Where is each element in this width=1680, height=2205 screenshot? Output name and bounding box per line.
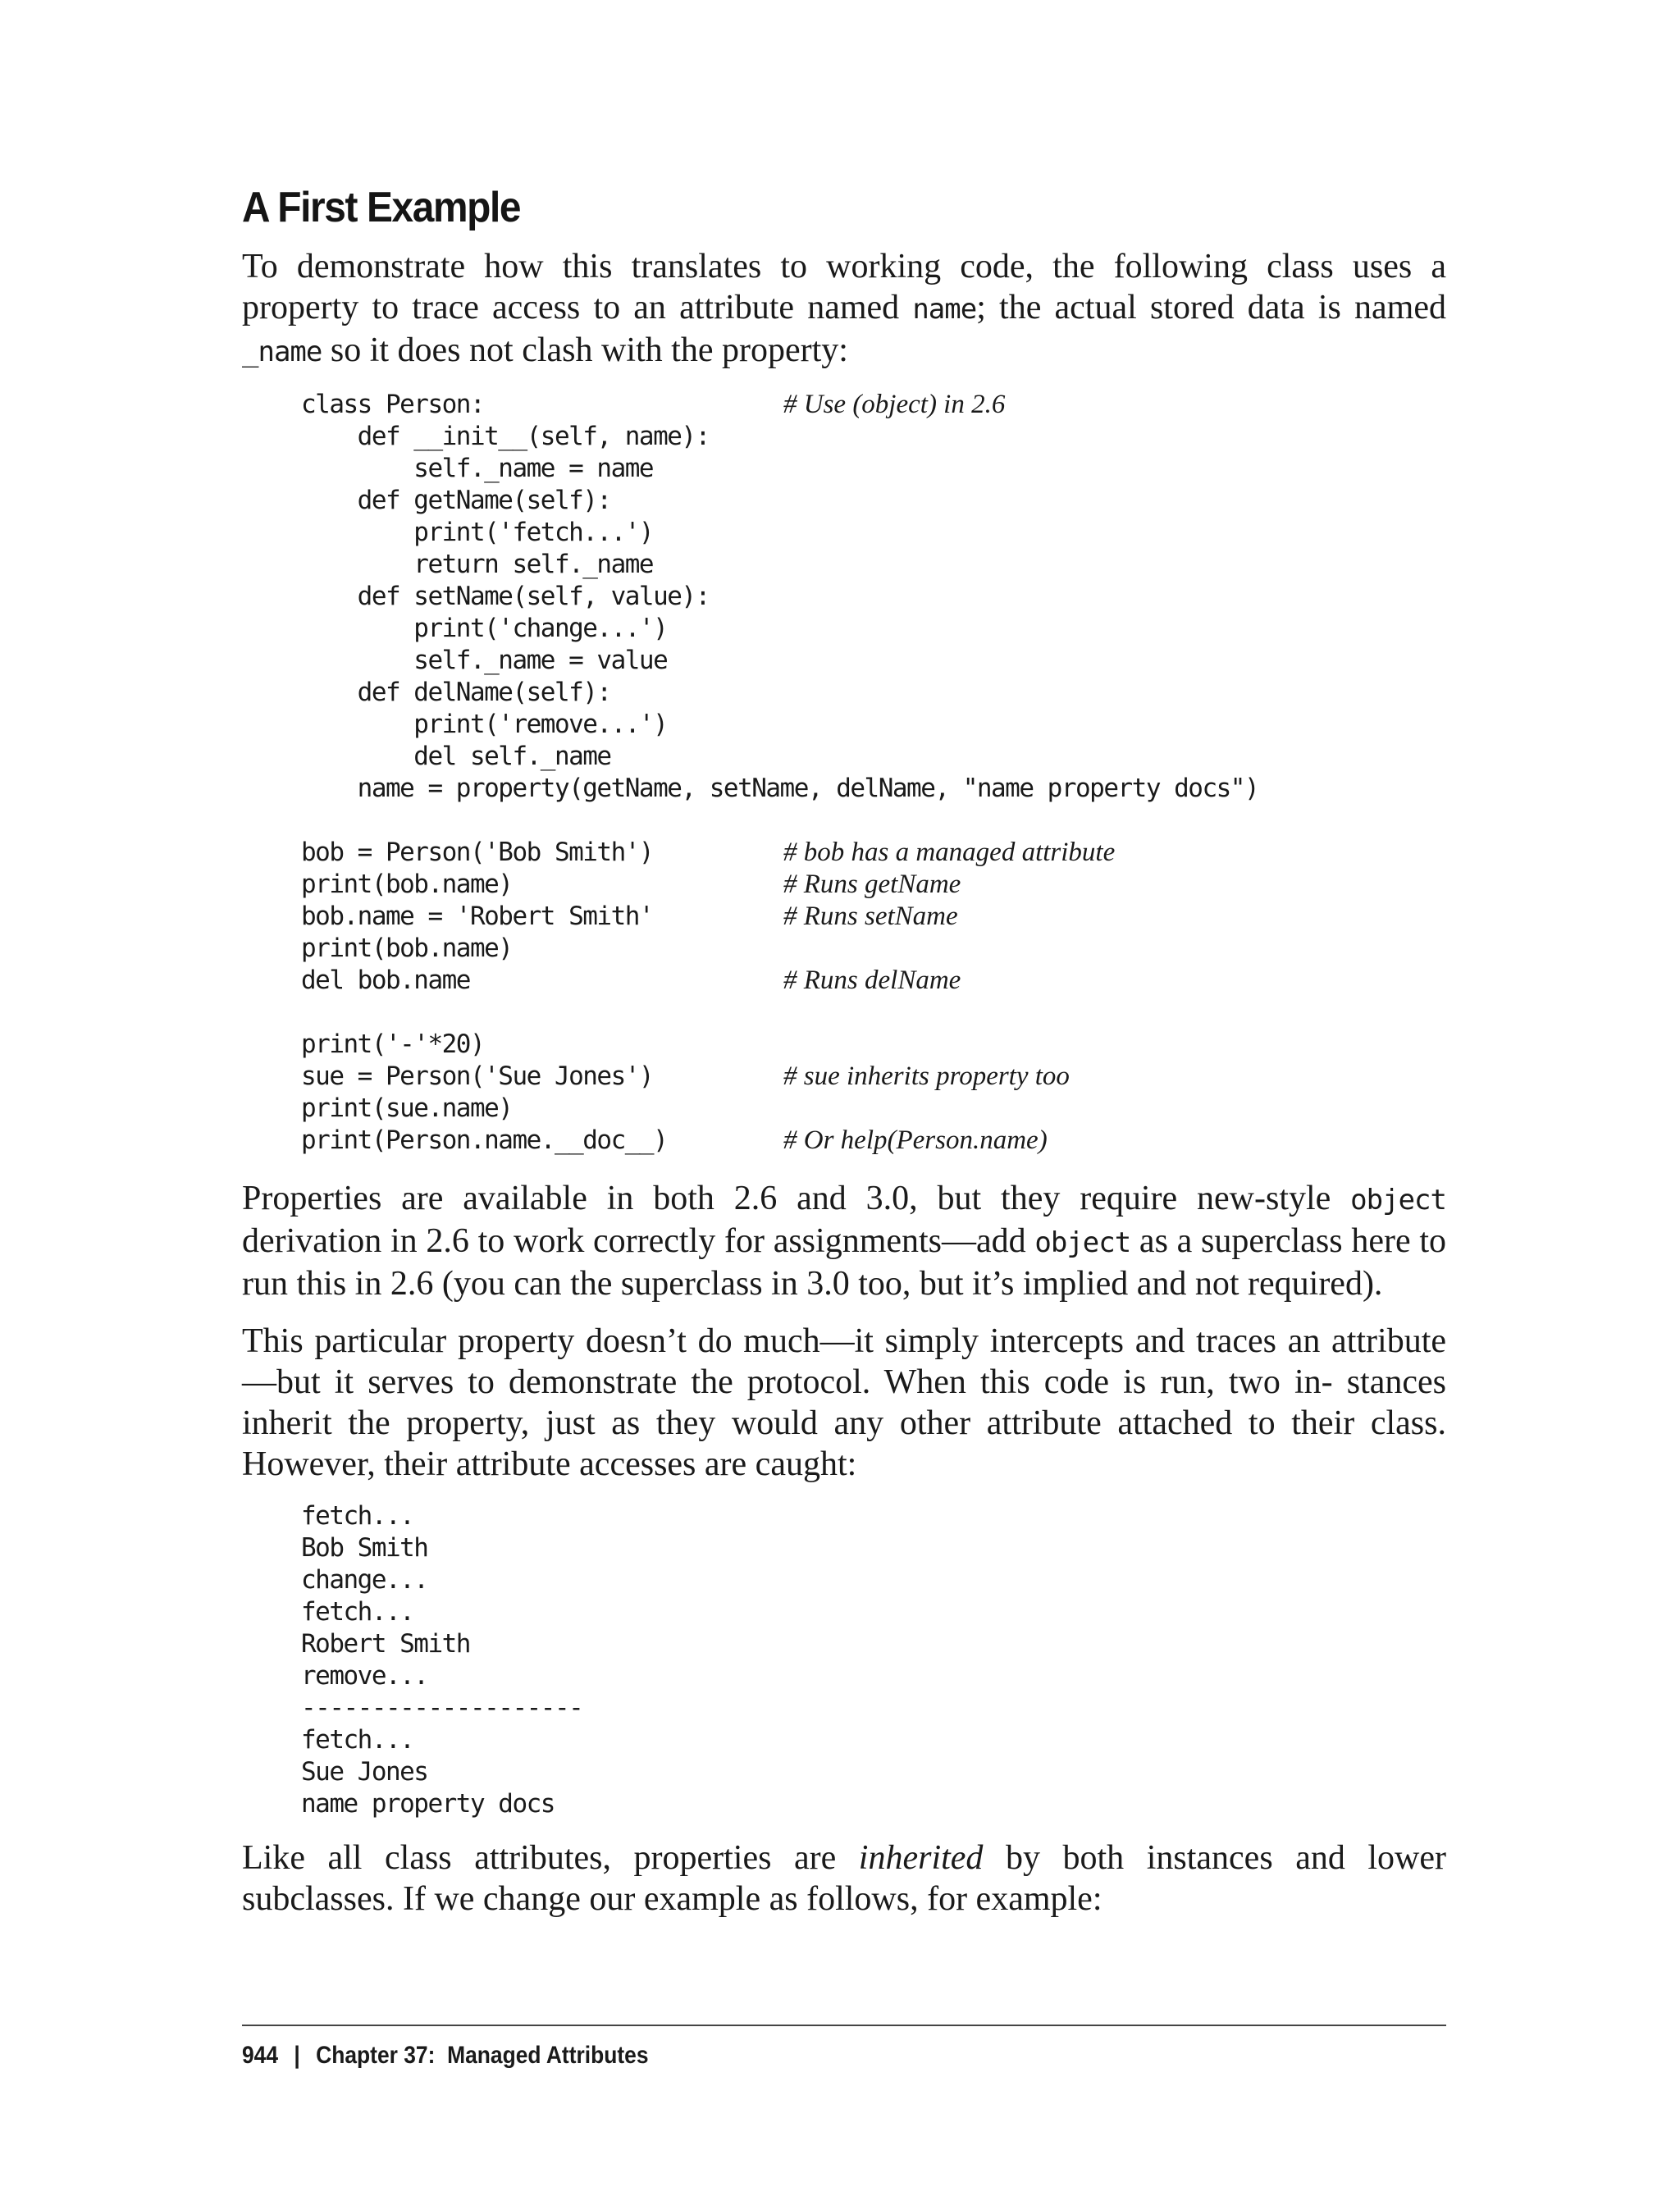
intro-text-1: To demonstrate how this translates to working code, the following class uses a property to trace access to an attribute named: [242, 248, 1446, 326]
footer-rule: [242, 2025, 1446, 2026]
output-text: fetch...: [301, 1725, 414, 1755]
code-text: bob = Person('Bob Smith'): [301, 838, 654, 867]
code-line: [301, 613, 1441, 645]
output-line: [301, 1532, 1441, 1564]
code-line: [301, 485, 1441, 517]
code-text: print(sue.name): [301, 1093, 513, 1123]
code-line: [301, 677, 1441, 709]
code-text: def getName(self):: [301, 486, 611, 515]
inline-code-name: name: [912, 293, 977, 326]
code-line: [301, 517, 1441, 549]
inline-code-object-2: object: [1034, 1226, 1131, 1259]
code-text: def delName(self):: [301, 678, 611, 707]
intro-paragraph: [242, 246, 1446, 372]
output-line: [301, 1788, 1441, 1820]
output-line: [301, 1756, 1441, 1788]
code-text: return self._name: [301, 550, 654, 579]
output-line: [301, 1724, 1441, 1756]
code-comment: # bob has a managed attribute: [783, 838, 1116, 867]
code-comment: # Runs getName: [783, 870, 961, 899]
code-line: [301, 453, 1441, 485]
code-text: print(bob.name): [301, 870, 513, 899]
properties-text-2: derivation in 2.6 to work correctly for assignments—add: [242, 1222, 1035, 1260]
emphasis-inherited: inherited: [858, 1839, 984, 1877]
footer-separator: |: [294, 2042, 300, 2069]
code-text: print(bob.name): [301, 934, 513, 963]
intro-text-2: ; the actual stored data is named: [976, 289, 1446, 326]
output-listing: [301, 1500, 1441, 1820]
code-text: bob.name = 'Robert Smith': [301, 902, 654, 931]
code-line: [301, 773, 1441, 805]
code-line: [301, 709, 1441, 741]
inline-code-underscore-name: _name: [242, 336, 322, 368]
output-line: [301, 1692, 1441, 1724]
code-text: sue = Person('Sue Jones'): [301, 1061, 654, 1091]
code-text: print('remove...'): [301, 710, 668, 739]
code-line: [301, 1029, 1441, 1061]
code-line: [301, 869, 1441, 901]
code-text: del self._name: [301, 742, 611, 771]
code-line: [301, 805, 1441, 837]
code-line: [301, 389, 1441, 421]
properties-text-1: Properties are available in both 2.6 and 3.0, but they require new-style: [242, 1180, 1351, 1217]
code-comment: # Use (object) in 2.6: [783, 390, 1006, 419]
code-text: self._name = value: [301, 646, 668, 675]
code-listing: [301, 389, 1441, 1157]
code-line: [301, 837, 1441, 869]
code-line: [301, 1125, 1441, 1157]
output-line: [301, 1660, 1441, 1692]
code-text: print('-'*20): [301, 1029, 485, 1059]
output-text: Sue Jones: [301, 1757, 428, 1787]
intro-text-3: so it does not clash with the property:: [322, 331, 848, 369]
output-text: --------------------: [301, 1693, 583, 1723]
code-line: [301, 549, 1441, 581]
inheritance-text-1: Like all class attributes, properties are: [242, 1839, 859, 1877]
code-text: self._name = name: [301, 454, 654, 483]
output-text: fetch...: [301, 1501, 414, 1531]
code-line: [301, 997, 1441, 1029]
output-text: name property docs: [301, 1789, 555, 1819]
code-text: print('change...'): [301, 614, 668, 643]
inline-code-object-1: object: [1350, 1184, 1446, 1217]
output-line: [301, 1596, 1441, 1628]
code-line: [301, 421, 1441, 453]
code-text: print(Person.name.__doc__): [301, 1125, 668, 1155]
code-text: name = property(getName, setName, delName, "name property docs"): [301, 774, 1259, 803]
output-text: Bob Smith: [301, 1533, 428, 1563]
page-footer: [242, 2039, 649, 2072]
output-line: [301, 1500, 1441, 1532]
code-text: def setName(self, value):: [301, 582, 710, 611]
output-text: change...: [301, 1565, 428, 1595]
code-line: [301, 901, 1441, 933]
code-comment: # Or help(Person.name): [783, 1125, 1048, 1155]
code-line: [301, 581, 1441, 613]
code-text: class Person:: [301, 390, 485, 419]
output-text: fetch...: [301, 1597, 414, 1627]
code-line: [301, 1061, 1441, 1093]
code-line: [301, 965, 1441, 997]
code-comment: # sue inherits property too: [783, 1061, 1070, 1091]
code-line: [301, 741, 1441, 773]
protocol-paragraph: This particular property doesn’t do much—it simply intercepts and traces an attribute—but it serves to demonstrate the protocol. When this code is run, two in- stances inherit the property, just as they would any other attribute attached to their class. However, their attribute accesses are caught:: [242, 1322, 1446, 1483]
output-text: Robert Smith: [301, 1629, 470, 1659]
output-line: [301, 1628, 1441, 1660]
inheritance-text-2: by both instances and lower subclasses. If we change our example as follows, for example:: [242, 1839, 1446, 1918]
chapter-title: Chapter 37: Managed Attributes: [316, 2042, 649, 2069]
code-line: [301, 645, 1441, 677]
inheritance-paragraph: [242, 1838, 1446, 1920]
properties-text-3: as a superclass here to run this in 2.6 (you can the superclass in 3.0 too, but it’s implied and not required).: [242, 1222, 1446, 1303]
page-number: 944: [242, 2042, 279, 2069]
section-heading: A First Example: [242, 184, 521, 231]
code-text: print('fetch...'): [301, 518, 654, 547]
code-line: [301, 1093, 1441, 1125]
properties-paragraph: [242, 1178, 1446, 1304]
code-text: def __init__(self, name):: [301, 422, 710, 451]
output-text: remove...: [301, 1661, 428, 1691]
code-text: del bob.name: [301, 966, 470, 995]
code-comment: # Runs delName: [783, 966, 961, 995]
code-line: [301, 933, 1441, 965]
code-comment: # Runs setName: [783, 902, 958, 931]
output-line: [301, 1564, 1441, 1596]
